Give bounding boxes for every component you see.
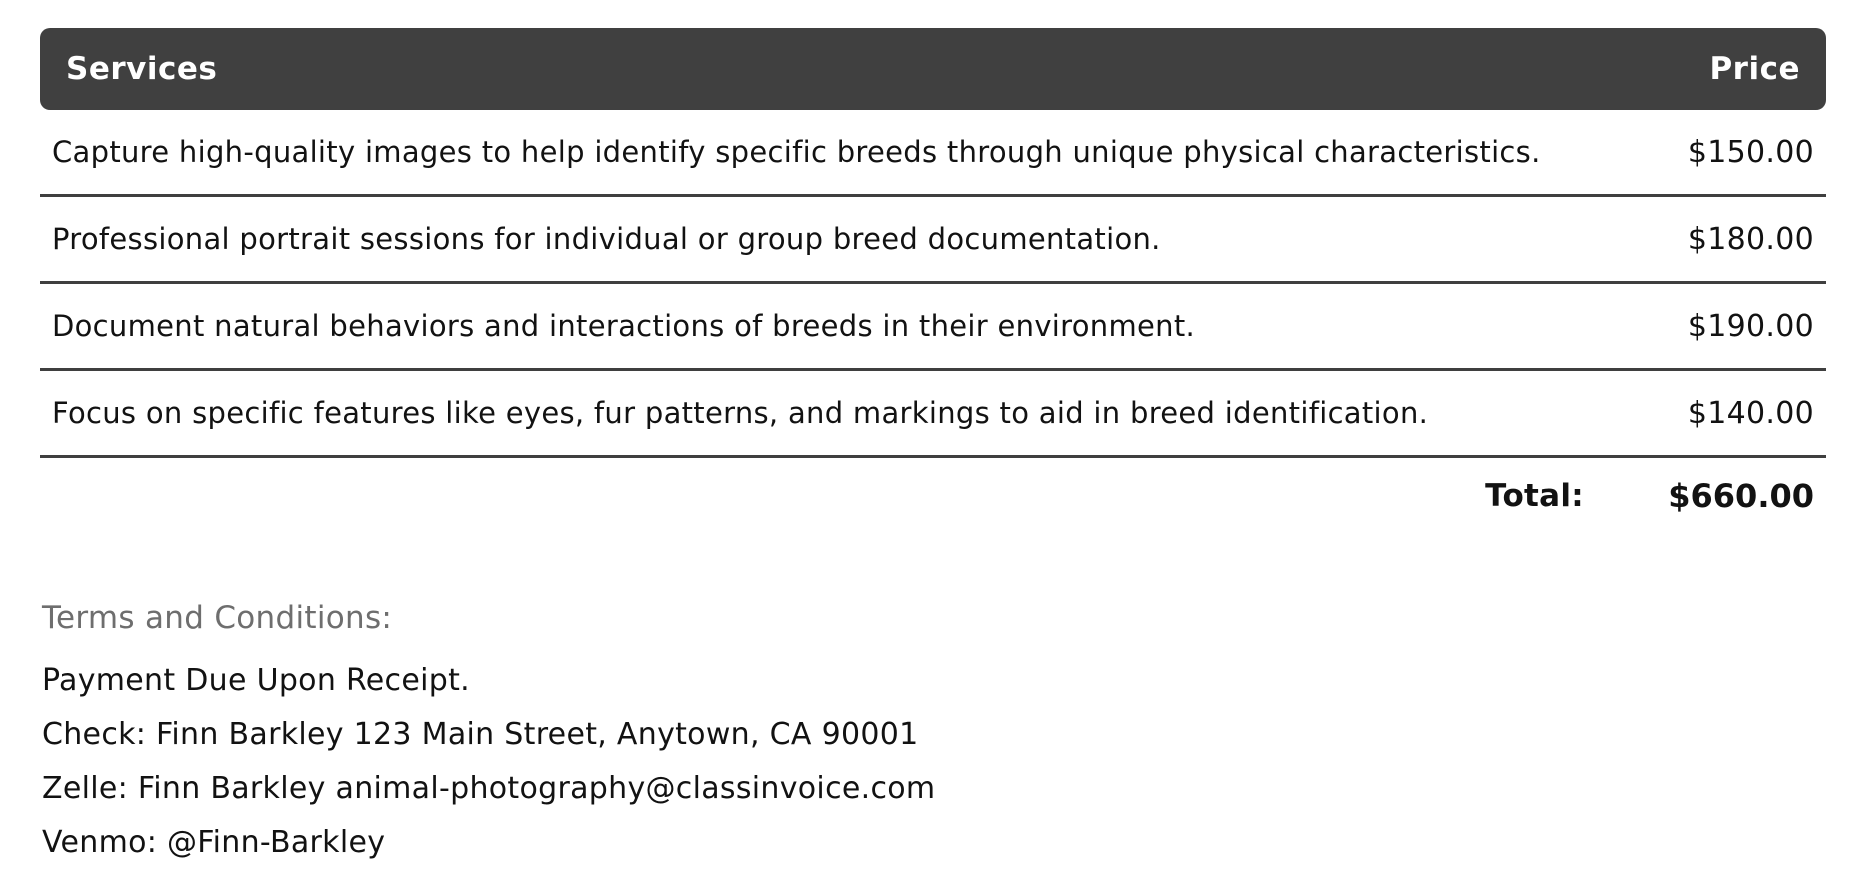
price-column-header: Price <box>1709 51 1800 87</box>
terms-line-payment-due: Payment Due Upon Receipt. <box>42 663 470 698</box>
services-table <box>40 28 1826 534</box>
service-price: $190.00 <box>1687 308 1814 344</box>
total-row <box>40 458 1826 534</box>
service-price: $180.00 <box>1687 221 1814 257</box>
terms-section <box>42 598 935 870</box>
service-price: $140.00 <box>1687 395 1814 431</box>
terms-line-venmo: Venmo: @Finn-Barkley <box>42 825 386 860</box>
table-row <box>40 197 1826 284</box>
table-header-bar <box>40 28 1826 110</box>
service-description: Document natural behaviors and interactions of breeds in their environment. <box>52 308 1196 343</box>
table-row <box>40 110 1826 197</box>
service-description: Professional portrait sessions for individual or group breed documentation. <box>52 221 1161 256</box>
terms-heading: Terms and Conditions: <box>42 600 393 636</box>
service-description: Focus on specific features like eyes, fur patterns, and markings to aid in breed identification. <box>52 395 1429 430</box>
terms-line-zelle: Zelle: Finn Barkley animal-photography@classinvoice.com <box>42 771 936 806</box>
table-row <box>40 371 1826 458</box>
service-price: $150.00 <box>1687 134 1814 170</box>
total-label: Total: <box>1485 478 1584 514</box>
total-value: $660.00 <box>1668 477 1814 515</box>
service-description: Capture high-quality images to help identify specific breeds through unique physical characteristics. <box>52 134 1541 169</box>
services-column-header: Services <box>66 51 218 87</box>
terms-line-check: Check: Finn Barkley 123 Main Street, Anytown, CA 90001 <box>42 717 919 752</box>
table-row <box>40 284 1826 371</box>
